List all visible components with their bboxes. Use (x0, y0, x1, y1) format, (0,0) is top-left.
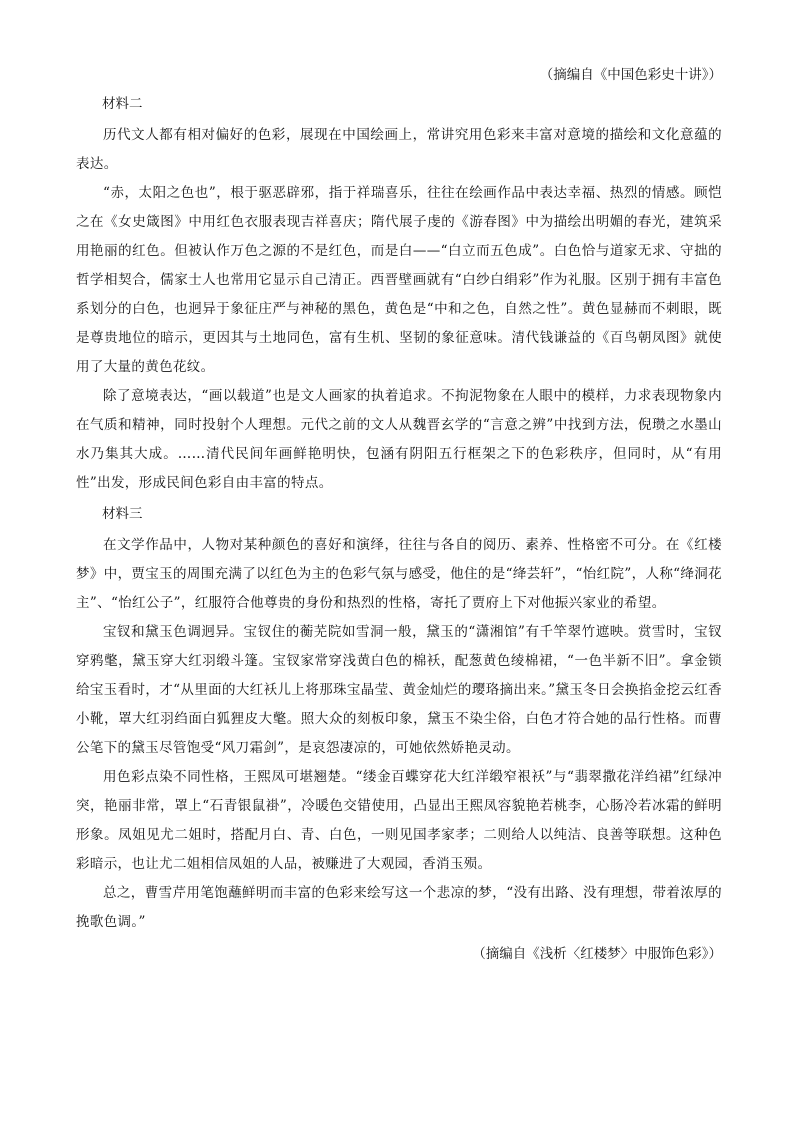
material-two-paragraph-3: 除了意境表达，“画以载道”也是文人画家的执着追求。不拘泥物象在人眼中的模样，力求表现物象内在气质和精神，同时投射个人理想。元代之前的文人从魏晋玄学的“言意之辨”中找到方法，倪瓒之水墨山水乃集其大成。……清代民间年画鲜艳明快，包涵有阴阳五行框架之下的色彩秩序，但同时，从“有用性”出发，形成民间色彩自由丰富的特点。 (76, 388, 722, 491)
source-citation-top: （摘编自《中国色彩史十讲》） (539, 67, 722, 83)
material-two-paragraph-2: “赤，太阳之色也”，根于驱恶辟邪，指于祥瑞喜乐，往往在绘画作品中表达幸福、热烈的情感。顾恺之在《女史箴图》中用红色衣服表现吉祥喜庆；隋代展子虔的《游春图》中为描绘出明媚的春光，建筑采用艳丽的红色。但被认作万色之源的不是红色，而是白——“白立而五色成”。白色恰与道家无求、守拙的哲学相契合，儒家士人也常用它显示自己清正。西晋壁画就有“白纱白绢彩”作为礼服。区别于拥有丰富色系划分的白色，也迥异于象征庄严与神秘的黑色，黄色是“中和之色，自然之性”。黄色显赫而不刺眼，既是尊贵地位的暗示，更因其与土地同色，富有生机、坚韧的象征意味。清代钱谦益的《百鸟朝凤图》就使用了大量的黄色花纹。 (76, 185, 722, 375)
document-body (76, 62, 722, 967)
material-three-heading: 材料三 (102, 506, 143, 522)
material-two-heading: 材料二 (102, 96, 143, 112)
material-three-paragraph-2: 宝钗和黛玉色调迥异。宝钗住的蘅芜院如雪洞一般，黛玉的“潇湘馆”有千竿翠竹遮映。赏雪时，宝钗穿鸦氅，黛玉穿大红羽缎斗篷。宝钗家常穿浅黄白色的棉袄，配葱黄色绫棉裙，“一色半新不旧”。拿金锁给宝玉看时，才“从里面的大红袄儿上将那珠宝晶莹、黄金灿烂的璎珞摘出来。”黛玉冬日会换掐金挖云红香小靴，罩大红羽绉面白狐狸皮大氅。照大众的刻板印象，黛玉不染尘俗，白色才符合她的品行性格。而曹公笔下的黛玉尽管饱受“风刀霜剑”，是哀怨凄凉的，可她依然娇艳灵动。 (76, 624, 722, 756)
material-three-paragraph-1: 在文学作品中，人物对某种颜色的喜好和演绎，往往与各自的阅历、素养、性格密不可分。在《红楼梦》中，贾宝玉的周围充满了以红色为主的色彩气氛与感受，他住的是“绛芸轩”，“怡红院”，人称“绛洞花主”、“怡红公子”，红服符合他尊贵的身份和热烈的性格，寄托了贾府上下对他振兴家业的希望。 (76, 537, 722, 611)
source-citation-bottom: （摘编自《浅析〈红楼梦〉中服饰色彩》） (472, 946, 722, 962)
material-three-paragraph-3: 用色彩点染不同性格，王熙凤可堪翘楚。“缕金百蝶穿花大红洋缎窄裉袄”与“翡翠撒花洋绉裙”红绿冲突，艳丽非常，罩上“石青银鼠褂”，冷暖色交错使用，凸显出王熙凤容貌艳若桃李，心肠冷若冰霜的鲜明形象。凤姐见尤二姐时，搭配月白、青、白色，一则见国孝家孝；二则给人以纯洁、良善等联想。这种色彩暗示，也让尤二姐相信凤姐的人品，被赚进了大观园，香消玉殒。 (76, 769, 722, 872)
material-two-paragraph-1: 历代文人都有相对偏好的色彩，展现在中国绘画上，常讲究用色彩来丰富对意境的描绘和文化意蕴的表达。 (76, 127, 722, 172)
material-three-paragraph-4: 总之，曹雪芹用笔饱蘸鲜明而丰富的色彩来绘写这一个悲凉的梦，“没有出路、没有理想，带着浓厚的挽歌色调。” (76, 885, 722, 930)
